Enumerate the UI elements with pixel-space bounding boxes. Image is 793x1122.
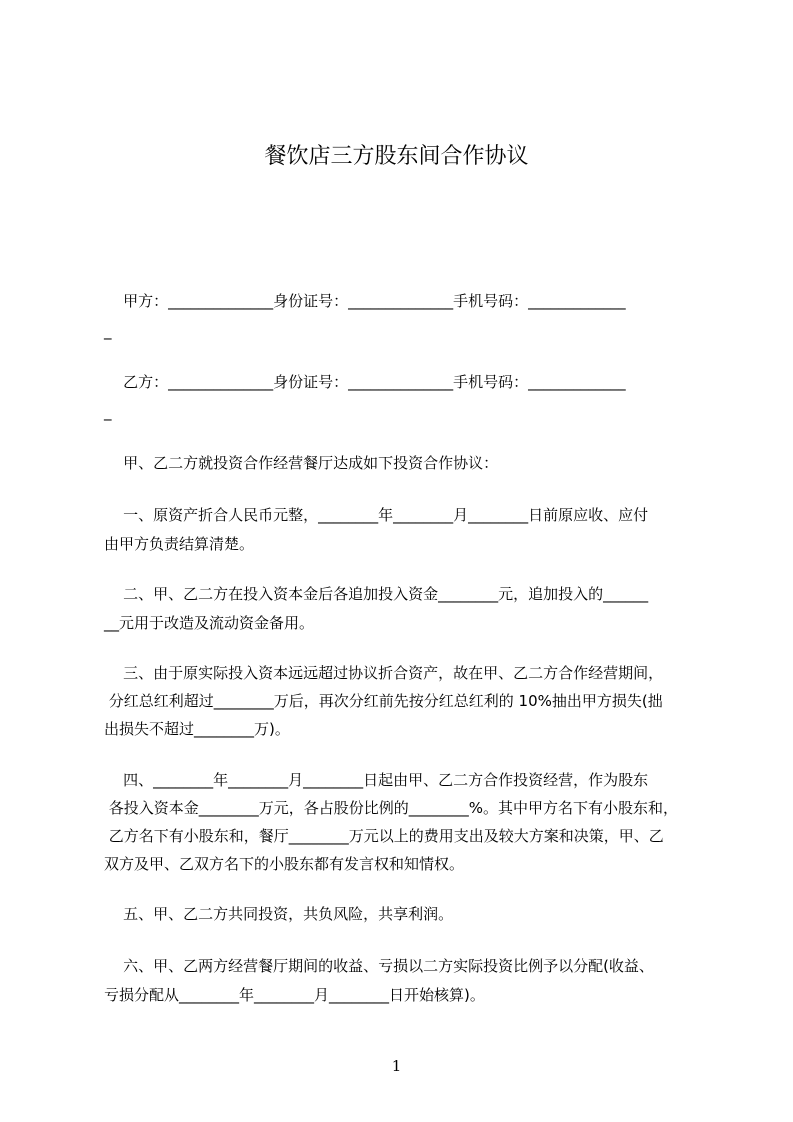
party-a-line-wrap: _ <box>104 322 112 340</box>
clause-5-line-1: 五、甲、乙二方共同投资，共负风险，共享利润。 <box>104 905 454 923</box>
clause-1-line-1: 一、原资产折合人民币元整，________年________月________日前原应收、应付 <box>104 506 649 524</box>
clause-2-line-1: 二、甲、乙二方在投入资本金后各追加投入资金________元，追加投入的______ <box>104 585 649 603</box>
clause-4-line-3: 乙方名下有小股东和，餐厅________万元以上的费用支出及较大方案和决策，甲、乙 <box>104 827 664 845</box>
clause-3-line-2: 分红总红利超过________万后，再次分红前先按分红总红利的 10%抽出甲方损失(拙 <box>104 692 663 710</box>
clause-4-line-1: 四、________年________月________日起由甲、乙二方合作投资经营，作为股东 <box>104 771 649 789</box>
page-number: 1 <box>391 1057 402 1075</box>
party-b-line-wrap: _ <box>104 403 112 421</box>
document-title: 餐饮店三方股东间合作协议 <box>264 144 529 169</box>
clause-6-line-2: 亏损分配从________年________月________日开始核算)。 <box>104 986 485 1004</box>
clause-4-line-4: 双方及甲、乙双方名下的小股东都有发言权和知情权。 <box>104 855 465 873</box>
clause-3-line-1: 三、由于原实际投入资本远远超过协议折合资产，故在甲、乙二方合作经营期间， <box>104 664 664 682</box>
clause-6-line-1: 六、甲、乙两方经营餐厅期间的收益、亏损以二方实际投资比例予以分配(收益、 <box>104 957 654 975</box>
clause-4-line-2: 各投入资本金________万元，各占股份比例的________%。其中甲方名下有小股东和， <box>104 799 679 817</box>
clause-2-line-2: __元用于改造及流动资金备用。 <box>104 614 315 632</box>
intro-paragraph: 甲、乙二方就投资合作经营餐厅达成如下投资合作协议： <box>104 454 499 472</box>
party-b-line: 乙方：______________身份证号：______________手机号码：_____________ <box>104 373 626 391</box>
party-a-line: 甲方：______________身份证号：______________手机号码：_____________ <box>104 292 626 310</box>
clause-1-line-2: 由甲方负责结算清楚。 <box>104 535 255 553</box>
clause-3-line-3: 出损失不超过________万)。 <box>104 720 290 738</box>
